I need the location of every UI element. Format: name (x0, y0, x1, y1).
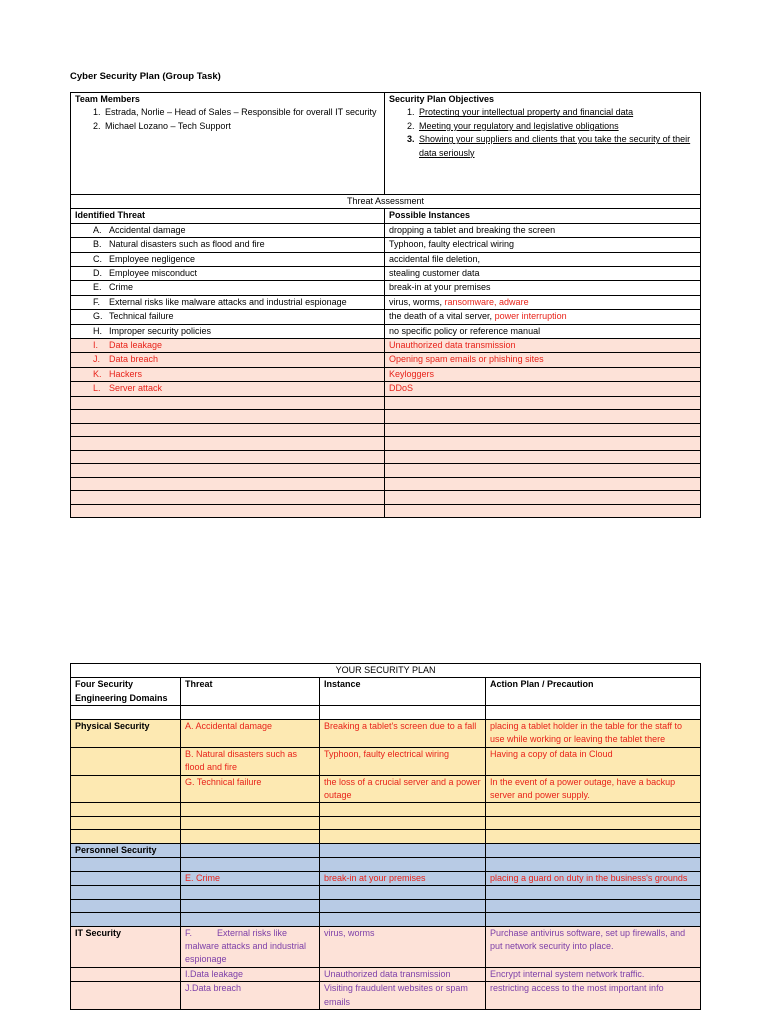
table-row: J. Data breach Opening spam emails or phishing sites (71, 353, 701, 367)
team-member: 2. Michael Lozano – Tech Support (93, 120, 231, 131)
table-row: L. Server attack DDoS (71, 382, 701, 396)
table-row: K. Hackers Keyloggers (71, 367, 701, 381)
team-members-list (75, 106, 380, 133)
objectives-header: Security Plan Objectives (389, 94, 495, 104)
domains-header: Four Security Engineering Domains (71, 678, 181, 706)
table-row: C. Employee negligence accidental file deletion, (71, 252, 701, 266)
table-row: D. Employee misconduct stealing customer data (71, 267, 701, 281)
empty-row (71, 803, 701, 817)
empty-row (71, 858, 701, 872)
threat-assessment-table (70, 92, 701, 518)
objective-item: 3. Showing your suppliers and clients that you take the security of their data seriously (407, 134, 691, 158)
empty-row (71, 706, 701, 720)
objective-item: 1. Protecting your intellectual property and financial data (407, 107, 634, 118)
empty-row (71, 410, 701, 424)
empty-row (71, 477, 701, 491)
empty-row (71, 899, 701, 913)
objectives-list (389, 106, 696, 160)
empty-row (71, 886, 701, 900)
threat-assessment-title: Threat Assessment (71, 195, 701, 209)
table-row: IT Security F. External risks like malware attacks and industrial espionage virus, worms Purchase antivirus software, set up firewalls, and put network security into place. (71, 926, 701, 967)
header-row (71, 93, 701, 195)
table-row: H. Improper security policies no specific policy or reference manual (71, 324, 701, 338)
document-title: Cyber Security Plan (Group Task) (70, 71, 221, 82)
empty-row (71, 830, 701, 844)
empty-row (71, 464, 701, 478)
table-row: Physical Security A. Accidental damage Breaking a tablet's screen due to a fall placing a tablet holder in the table for the staff to use while working or leaving the tablet there (71, 719, 701, 747)
empty-row (71, 913, 701, 927)
possible-instances-header: Possible Instances (385, 209, 701, 223)
empty-row (71, 450, 701, 464)
identified-threat-header: Identified Threat (71, 209, 385, 223)
table-row (71, 843, 701, 857)
domain-it: IT Security (71, 926, 181, 967)
empty-row (71, 437, 701, 451)
empty-row (71, 491, 701, 505)
team-members-cell (71, 93, 385, 195)
table-row: I. Data leakage Unauthorized data transmission (71, 339, 701, 353)
table-row: G. Technical failure the death of a vital server, power interruption (71, 310, 701, 324)
team-member: 1. Estrada, Norlie – Head of Sales – Responsible for overall IT security (93, 107, 377, 118)
instance-header: Instance (320, 678, 486, 706)
table-row: E. Crime break-in at your premises placing a guard on duty in the business's grounds (71, 871, 701, 885)
threat-header: Threat (181, 678, 320, 706)
domain-personnel: Personnel Security (71, 843, 181, 857)
table-row: B. Natural disasters such as flood and fire Typhoon, faulty electrical wiring (71, 238, 701, 252)
table-row: F. External risks like malware attacks and industrial espionage virus, worms, ransomware, adware (71, 295, 701, 309)
security-plan-table (70, 663, 701, 1010)
empty-row (71, 504, 701, 518)
team-members-header: Team Members (75, 94, 140, 104)
table-row: B. Natural disasters such as flood and fire Typhoon, faulty electrical wiring Having a copy of data in Cloud (71, 747, 701, 775)
objective-item: 2. Meeting your regulatory and legislative obligations (407, 120, 619, 131)
table-row: I.Data leakage Unauthorized data transmission Encrypt internal system network traffic. (71, 967, 701, 981)
objectives-cell (385, 93, 701, 195)
action-header: Action Plan / Precaution (486, 678, 701, 706)
domain-physical: Physical Security (71, 719, 181, 747)
empty-row (71, 423, 701, 437)
empty-row (71, 816, 701, 830)
empty-row (71, 396, 701, 410)
table-row: J.Data breach Visiting fraudulent websites or spam emails restricting access to the most important info (71, 982, 701, 1010)
table-row: G. Technical failure the loss of a crucial server and a power outage In the event of a power outage, have a backup server and power supply. (71, 775, 701, 803)
table-row: E. Crime break-in at your premises (71, 281, 701, 295)
table-row: A. Accidental damage dropping a tablet and breaking the screen (71, 223, 701, 237)
security-plan-title: YOUR SECURITY PLAN (71, 664, 701, 678)
